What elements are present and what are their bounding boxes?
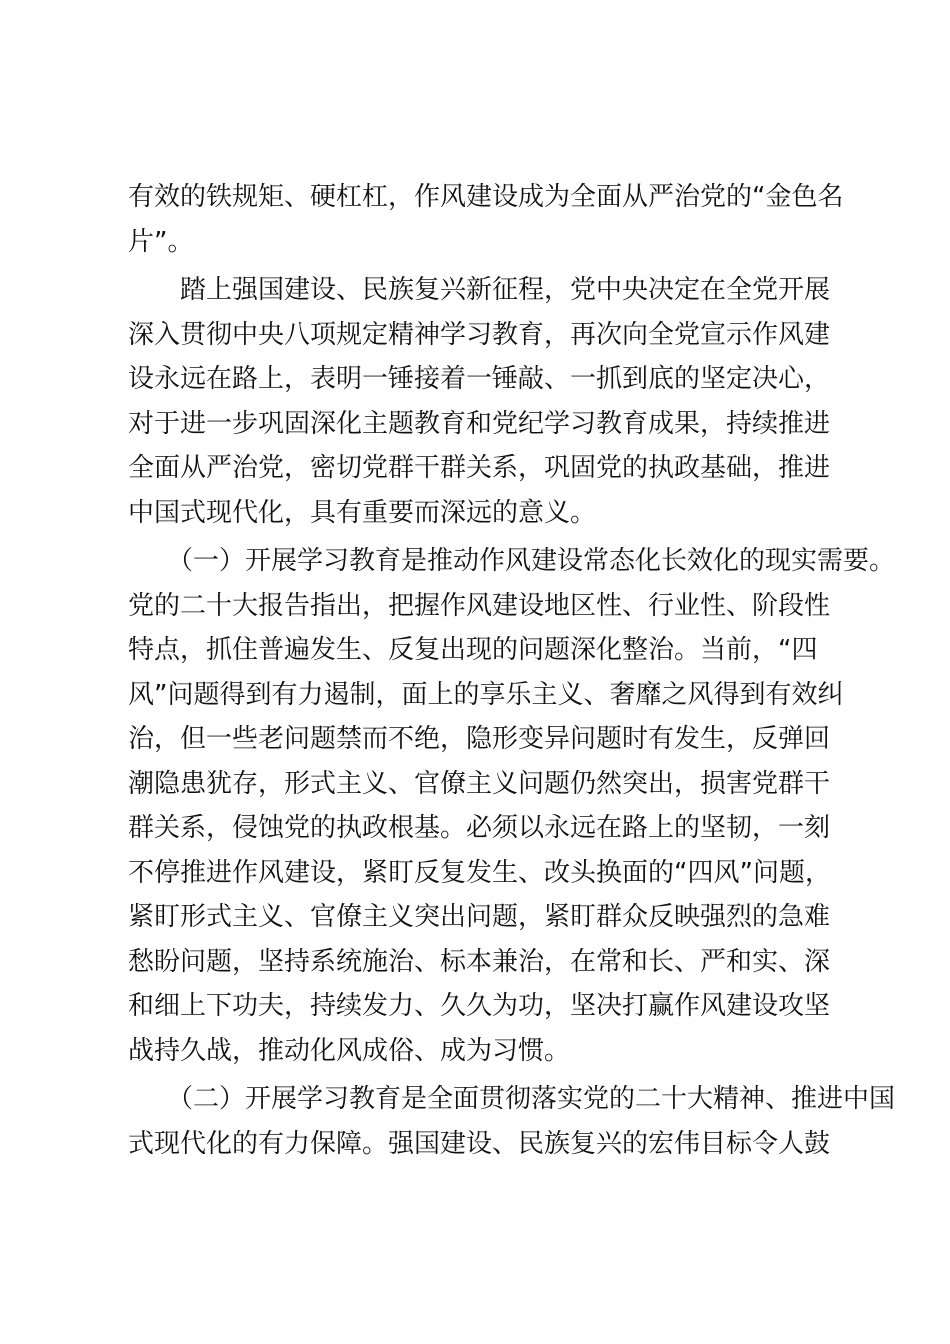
- text-line: 紧盯形式主义、官僚主义突出问题，紧盯群众反映强烈的急难: [128, 902, 831, 932]
- text-line: 特点，抓住普遍发生、反复出现的问题深化整治。当前，“四: [128, 635, 818, 665]
- text-line: 设永远在路上，表明一锤接着一锤敲、一抓到底的坚定决心，: [128, 364, 831, 394]
- text-line: 战持久战，推动化风成俗、成为习惯。: [128, 1035, 571, 1066]
- text-line: 踏上强国建设、民族复兴新征程，党中央决定在全党开展: [128, 275, 831, 305]
- text-line: 治，但一些老问题禁而不绝，隐形变异问题时有发生，反弹回: [128, 724, 831, 754]
- text-line: 和细上下功夫，持续发力、久久为功，坚决打赢作风建设攻坚: [128, 991, 831, 1021]
- body-text: [128, 175, 896, 1166]
- text-line: 全面从严治党，密切党群干群关系，巩固党的执政基础，推进: [128, 453, 831, 483]
- text-line: （二）开展学习教育是全面贯彻落实党的二十大精神、推进中国: [128, 1084, 896, 1114]
- text-line: 风”问题得到有力遏制，面上的享乐主义、奢靡之风得到有效纠: [128, 679, 844, 710]
- text-line: （一）开展学习教育是推动作风建设常态化长效化的现实需要。: [128, 546, 896, 576]
- text-line: 对于进一步巩固深化主题教育和党纪学习教育成果，持续推进: [128, 408, 831, 439]
- text-line: 群关系，侵蚀党的执政根基。必须以永远在路上的坚韧，一刻: [128, 813, 831, 843]
- text-line: 式现代化的有力保障。强国建设、民族复兴的宏伟目标令人鼓: [128, 1128, 831, 1159]
- text-line: 有效的铁规矩、硬杠杠，作风建设成为全面从严治党的“金色名: [128, 182, 844, 212]
- text-line: 愁盼问题，坚持系统施治、标本兼治，在常和长、严和实、深: [128, 946, 831, 977]
- text-line: 不停推进作风建设，紧盯反复发生、改头换面的“四风”问题，: [128, 857, 831, 888]
- text-line: 党的二十大报告指出，把握作风建设地区性、行业性、阶段性: [128, 590, 831, 621]
- text-line: 潮隐患犹存，形式主义、官僚主义问题仍然突出，损害党群干: [128, 768, 831, 799]
- text-line: 中国式现代化，具有重要而深远的意义。: [128, 497, 597, 528]
- text-line: 深入贯彻中央八项规定精神学习教育，再次向全党宣示作风建: [128, 319, 831, 350]
- text-line: 片”。: [128, 226, 194, 257]
